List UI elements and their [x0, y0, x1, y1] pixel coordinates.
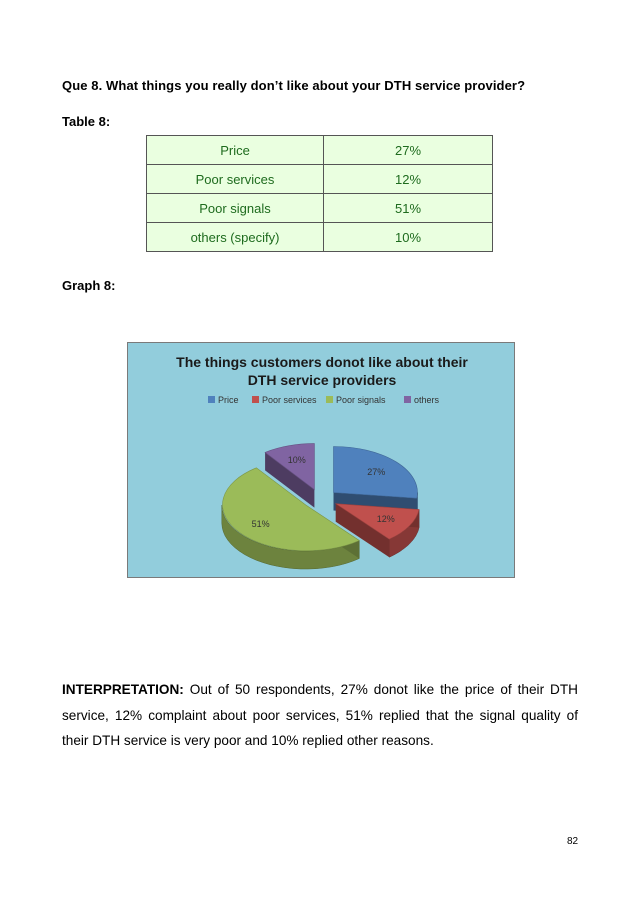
pie-data-label: 12%: [376, 513, 395, 524]
table-cell-label: Poor services: [147, 165, 324, 194]
graph-label: Graph 8:: [62, 278, 116, 293]
page-number: 82: [567, 836, 579, 847]
table-cell-value: 10%: [324, 223, 493, 252]
legend-swatch: [208, 396, 215, 403]
chart-title-line1: The things customers donot like about their: [176, 354, 468, 370]
table-cell-value: 27%: [324, 136, 493, 165]
chart-legend: [208, 395, 440, 405]
pie-chart-svg: [128, 343, 514, 577]
legend-label: others: [414, 395, 440, 405]
response-table: [146, 135, 493, 252]
interpretation-paragraph: [62, 677, 578, 754]
pie-data-label: 10%: [287, 454, 306, 465]
legend-label: Poor signals: [336, 395, 386, 405]
chart-title-line2: DTH service providers: [247, 372, 397, 388]
legend-label: Price: [218, 395, 239, 405]
question-heading: Que 8. What things you really don’t like about your DTH service provider?: [62, 78, 526, 93]
legend-swatch: [404, 396, 411, 403]
table-cell-label: Poor signals: [147, 194, 324, 223]
pie-slices: [222, 444, 419, 569]
interpretation-text: Out of 50 respondents, 27% donot like the price of their DTH service, 12% complaint about poor services, 51% replied that the signal quality of their DTH service is very poor and 10% replied other reasons.: [62, 682, 578, 748]
table-cell-value: 12%: [324, 165, 493, 194]
table-row: [147, 223, 493, 252]
legend-label: Poor services: [262, 395, 317, 405]
table-row: [147, 194, 493, 223]
table-cell-label: others (specify): [147, 223, 324, 252]
table-cell-label: Price: [147, 136, 324, 165]
legend-swatch: [252, 396, 259, 403]
pie-chart: [127, 342, 515, 578]
interpretation-heading: INTERPRETATION:: [62, 682, 184, 697]
legend-swatch: [326, 396, 333, 403]
pie-data-label: 51%: [251, 519, 270, 530]
table-cell-value: 51%: [324, 194, 493, 223]
table-row: [147, 165, 493, 194]
table-row: [147, 136, 493, 165]
pie-data-label: 27%: [367, 466, 386, 477]
table-label: Table 8:: [62, 114, 111, 129]
